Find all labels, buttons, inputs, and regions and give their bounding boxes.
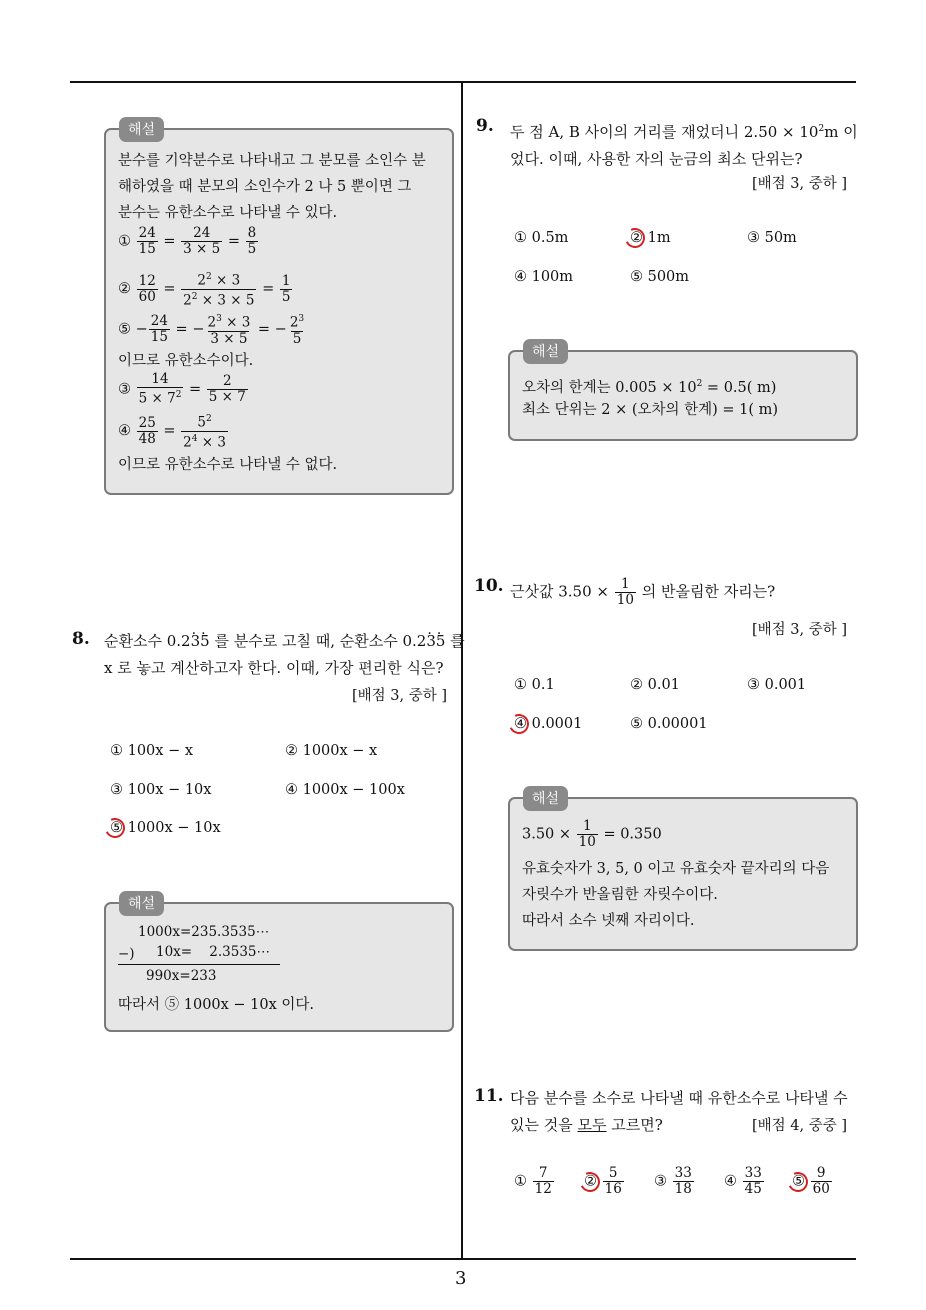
sol-text-line: 분수를 기약분수로 나타내고 그 분모를 소인수 분 [118, 153, 426, 169]
q11-option-3[interactable]: ③ $\frac{33}{18}$ [654, 1165, 692, 1197]
q10-option-1[interactable]: ① 0.1 [514, 677, 555, 693]
q11-stem: 다음 분수를 소수로 나타낼 때 유한소수로 나타낼 수 있는 것을 모두 고르면? [510, 1089, 848, 1134]
sol-text-line: 해하였을 때 분모의 소인수가 2 나 5 뿐이면 그 [118, 179, 412, 195]
sol-row-2: 10x= 2.3535⋯ [156, 944, 271, 960]
q11-option-2[interactable]: ② $\frac{5}{16}$ [584, 1165, 622, 1197]
q8-option-3[interactable]: ③ 100x − 10x [110, 782, 212, 798]
q10-option-5[interactable]: ⑤ 0.00001 [630, 716, 708, 732]
q9-option-3[interactable]: ③ 50m [747, 230, 797, 246]
q11-meta: [배점 4, 중중 ] [752, 1118, 848, 1134]
solution-tag: 해설 [523, 339, 568, 364]
q11-option-1[interactable]: ① $\frac{7}{12}$ [514, 1165, 552, 1197]
solution-box-q10 [508, 797, 858, 951]
q8-meta: [배점 3, 중하 ] [352, 688, 448, 704]
sol-eq-3: ③ $\frac{14}{5 \times 7^2}$ = $\frac{2}{5 \times 7}$ [118, 371, 246, 407]
q8-number: 8. [72, 629, 90, 649]
sol-line-1: 3.50 × $\frac{1}{10}$ = 0.350 [522, 818, 662, 850]
bottom-rule [70, 1258, 856, 1260]
q8-option-5[interactable]: ⑤ 1000x − 10x [110, 820, 221, 836]
q11-option-5[interactable]: ⑤ $\frac{9}{60}$ [792, 1165, 830, 1197]
sol-conclusion-2: 이므로 유한소수로 나타낼 수 없다. [118, 457, 338, 473]
q10-number: 10. [474, 576, 504, 596]
q10-option-3[interactable]: ③ 0.001 [747, 677, 807, 693]
solution-box-q8 [104, 902, 454, 1032]
solution-tag: 해설 [523, 786, 568, 811]
q9-number: 9. [476, 116, 494, 136]
q8-option-4[interactable]: ④ 1000x − 100x [285, 782, 405, 798]
sol-row-1: 1000x=235.3535⋯ [138, 924, 270, 940]
sol-line-3: 자릿수가 반올림한 자릿수이다. [522, 887, 718, 903]
q9-option-4[interactable]: ④ 100m [514, 269, 574, 285]
solution-tag: 해설 [119, 117, 164, 142]
solution-tag: 해설 [119, 891, 164, 916]
sol-eq-1: ① $\frac{24}{15}$ = $\frac{24}{3 \times 5}$ = $\frac{8}{5}$ [118, 225, 257, 257]
sol-eq-2: ② $\frac{12}{60}$ = $\frac{2^2 \times 3}{2^2 \times 3 \times 5}$ = $\frac{1}{5}$ [118, 272, 291, 308]
top-rule [70, 81, 856, 83]
q9-meta: [배점 3, 중하 ] [752, 176, 848, 192]
sol-conclusion: 따라서 ⑤ 1000x − 10x 이다. [118, 997, 315, 1013]
sol-text-line: 분수는 유한소수로 나타낼 수 있다. [118, 205, 338, 221]
sol-line-1: 오차의 한계는 $0.005 \times 10^2 = 0.5$( m) [522, 379, 777, 396]
sol-eq-5: ⑤ − $\frac{24}{15}$ = − $\frac{2^3 \times 3}{3 \times 5}$ = − $\frac{2^3}{5}$ [118, 312, 305, 347]
q9-stem: 두 점 A, B 사이의 거리를 재었더니 $2.50 \times 10^2m$ 이 었다. 이때, 사용한 자의 눈금의 최소 단위는? [510, 123, 858, 168]
q11-number: 11. [474, 1086, 504, 1106]
q8-option-2[interactable]: ② 1000x − x [285, 743, 378, 759]
sol-eq-4: ④ $\frac{25}{48}$ = $\frac{5^2}{2^4 \times 3}$ [118, 414, 226, 450]
sol-line-2: 유효숫자가 3, 5, 0 이고 유효숫자 끝자리의 다음 [522, 861, 830, 877]
sol-conclusion-1: 이므로 유한소수이다. [118, 353, 254, 369]
page-number: 3 [455, 1268, 467, 1289]
q10-stem: 근삿값 3.50 × $\frac{1}{10}$ 의 반올림한 자리는? [510, 576, 776, 608]
sol-row-sign: −) [118, 946, 135, 962]
sol-row-rule [118, 964, 280, 965]
q9-option-1[interactable]: ① 0.5m [514, 230, 569, 246]
sol-row-3: 990x=233 [146, 968, 217, 984]
q10-meta: [배점 3, 중하 ] [752, 622, 848, 638]
q9-option-5[interactable]: ⑤ 500m [630, 269, 690, 285]
q8-stem: 순환소수 0.2· 3· 5 를 분수로 고칠 때, 순환소수 0.2· 3· 5 를 x 로 놓고 계산하고자 한다. 이때, 가장 편리한 식은? [104, 628, 465, 682]
sol-line-2: 최소 단위는 2 × (오차의 한계) = 1( m) [522, 402, 779, 418]
q10-option-4[interactable]: ④ 0.0001 [514, 716, 583, 732]
q11-option-4[interactable]: ④ $\frac{33}{45}$ [724, 1165, 762, 1197]
sol-line-4: 따라서 소수 넷째 자리이다. [522, 913, 695, 929]
q10-option-2[interactable]: ② 0.01 [630, 677, 680, 693]
q8-option-1[interactable]: ① 100x − x [110, 743, 194, 759]
q9-option-2[interactable]: ② 1m [630, 230, 671, 246]
solution-box-q7 [104, 128, 454, 495]
